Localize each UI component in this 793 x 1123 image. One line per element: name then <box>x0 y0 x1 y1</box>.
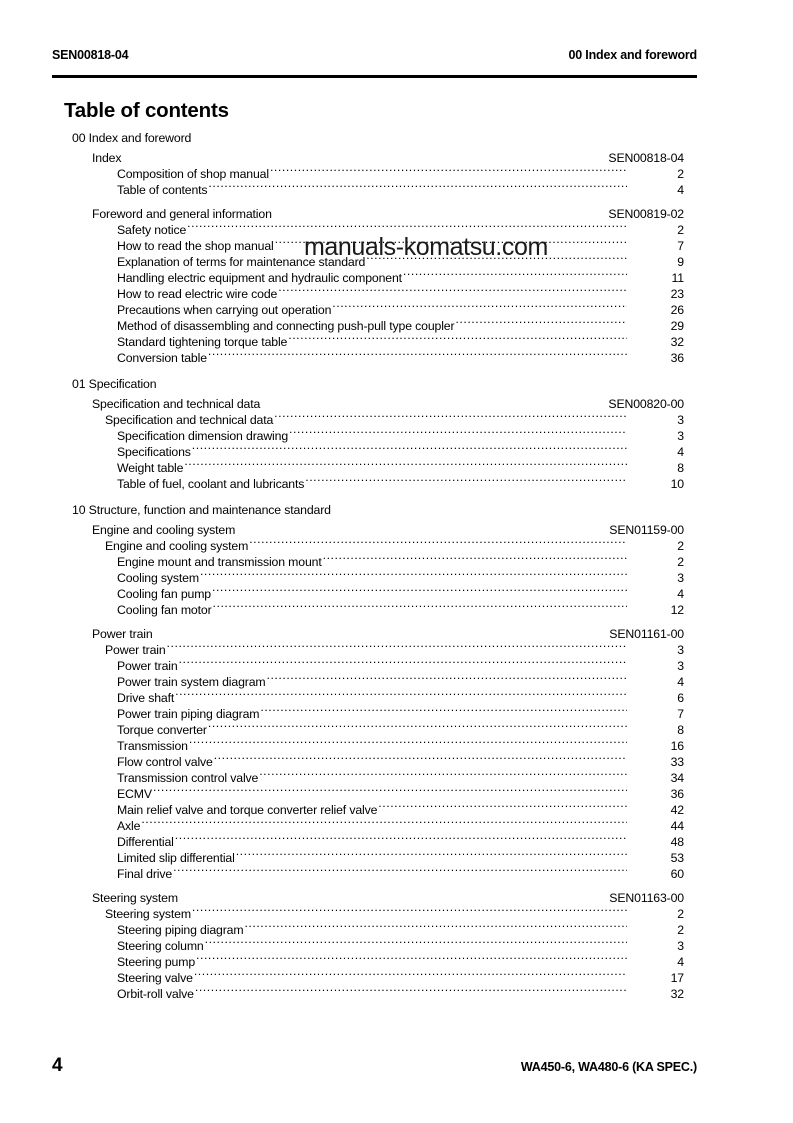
toc-entry-label: Orbit-roll valve <box>117 987 194 1001</box>
dot-leader <box>122 146 607 162</box>
toc-entry[interactable] <box>0 566 793 585</box>
dot-leader <box>274 408 627 424</box>
toc-entry-label: Power train system diagram <box>117 675 266 689</box>
toc-entry[interactable] <box>0 766 793 785</box>
toc-entry-page-number: 6 <box>677 691 684 705</box>
toc-document-heading[interactable] <box>0 886 793 905</box>
toc-sen-code: SEN01163-00 <box>609 891 684 905</box>
toc-entry-page-number: 17 <box>670 971 684 985</box>
toc-entry[interactable] <box>0 902 793 921</box>
toc-entry-page-number: 7 <box>677 239 684 253</box>
toc-entry-label: Composition of shop manual <box>117 167 269 181</box>
toc-section-heading: 10 Structure, function and maintenance standard <box>72 503 331 517</box>
toc-section-group <box>0 502 793 1001</box>
toc-entry[interactable] <box>0 178 793 197</box>
toc-entry-page-number: 3 <box>677 571 684 585</box>
toc-entry-label: Table of contents <box>117 183 208 197</box>
toc-entry[interactable] <box>0 830 793 849</box>
toc-entry-label: Main relief valve and torque converter relief valve <box>117 803 378 817</box>
toc-entry[interactable] <box>0 702 793 721</box>
toc-entry-label: Engine mount and transmission mount <box>117 555 322 569</box>
dot-leader <box>249 534 627 550</box>
toc-entry-page-number: 10 <box>670 477 684 491</box>
toc-document-title: Steering system <box>92 891 178 905</box>
toc-entry-page-number: 2 <box>677 167 684 181</box>
dot-leader <box>200 566 627 582</box>
toc-entry-label: Steering system <box>105 907 191 921</box>
toc-sen-code: SEN00818-04 <box>608 151 684 165</box>
toc-entry[interactable] <box>0 798 793 817</box>
dot-leader <box>175 686 627 702</box>
toc-entry[interactable] <box>0 472 793 491</box>
toc-entry-label: Power train <box>105 643 166 657</box>
toc-entry-label: Weight table <box>117 461 184 475</box>
toc-entry-page-number: 3 <box>677 413 684 427</box>
dot-leader <box>270 162 627 178</box>
dot-leader <box>332 298 627 314</box>
dot-leader <box>212 582 627 598</box>
toc-entry-page-number: 32 <box>670 335 684 349</box>
toc-entry-label: Torque converter <box>117 723 207 737</box>
toc-entry-page-number: 23 <box>670 287 684 301</box>
dot-leader <box>205 934 627 950</box>
page-footer <box>52 1055 697 1077</box>
dot-leader <box>192 440 627 456</box>
toc-entry-page-number: 4 <box>677 445 684 459</box>
toc-entry-label: Specification and technical data <box>105 413 274 427</box>
toc-entry[interactable] <box>0 456 793 475</box>
toc-entry-page-number: 26 <box>670 303 684 317</box>
toc-entry-label: Specification dimension drawing <box>117 429 289 443</box>
toc-entry[interactable] <box>0 550 793 569</box>
dot-leader <box>153 782 627 798</box>
toc-entry-page-number: 4 <box>677 675 684 689</box>
toc-entry[interactable] <box>0 718 793 737</box>
toc-entry[interactable] <box>0 218 793 237</box>
toc-entry-page-number: 33 <box>670 755 684 769</box>
page-header <box>52 48 697 62</box>
toc-entry-label: Steering valve <box>117 971 193 985</box>
toc-entry[interactable] <box>0 814 793 833</box>
toc-entry-label: Transmission control valve <box>117 771 259 785</box>
toc-document-heading[interactable] <box>0 392 793 411</box>
dot-leader <box>236 518 608 534</box>
toc-entry[interactable] <box>0 582 793 601</box>
toc-entry-label: Standard tightening torque table <box>117 335 288 349</box>
toc-entry-label: Handling electric equipment and hydraulic component <box>117 271 402 285</box>
toc-entry-page-number: 48 <box>670 835 684 849</box>
toc-entry-label: Flow control valve <box>117 755 213 769</box>
toc-entry[interactable] <box>0 734 793 753</box>
footer-model-name: WA450-6, WA480-6 (KA SPEC.) <box>520 1060 697 1074</box>
dot-leader <box>213 598 627 614</box>
toc-sen-code: SEN00820-00 <box>608 397 684 411</box>
dot-leader <box>305 472 627 488</box>
dot-leader <box>189 734 627 750</box>
toc-entry[interactable] <box>0 330 793 349</box>
toc-entry[interactable] <box>0 686 793 705</box>
toc-entry-page-number: 11 <box>671 271 684 285</box>
dot-leader <box>141 814 627 830</box>
toc-entry-label: Cooling fan pump <box>117 587 211 601</box>
toc-entry[interactable] <box>0 654 793 673</box>
toc-entry-label: Cooling system <box>117 571 199 585</box>
dot-leader <box>179 654 627 670</box>
toc-entry-label: Final drive <box>117 867 173 881</box>
toc-entry[interactable] <box>0 408 793 427</box>
toc-entry[interactable] <box>0 950 793 969</box>
toc-entry[interactable] <box>0 314 793 333</box>
dot-leader <box>288 330 627 346</box>
toc-entry-label: Specifications <box>117 445 191 459</box>
toc-entry-page-number: 2 <box>677 539 684 553</box>
toc-document-heading[interactable] <box>0 146 793 165</box>
dot-leader <box>179 886 608 902</box>
dot-leader <box>323 550 627 566</box>
dot-leader <box>175 830 627 846</box>
dot-leader <box>273 202 608 218</box>
toc-entry-label: Differential <box>117 835 174 849</box>
dot-leader <box>195 982 627 998</box>
page-title: Table of contents <box>64 99 229 122</box>
toc-entry-page-number: 12 <box>670 603 684 617</box>
header-document-code: SEN00818-04 <box>52 48 129 62</box>
dot-leader <box>244 918 627 934</box>
dot-leader <box>267 670 628 686</box>
toc-entry-label: Safety notice <box>117 223 187 237</box>
toc-entry-label: Limited slip differential <box>117 851 235 865</box>
toc-entry-label: Drive shaft <box>117 691 175 705</box>
dot-leader <box>184 456 627 472</box>
toc-section-heading: 00 Index and foreword <box>72 131 192 145</box>
toc-entry[interactable] <box>0 670 793 689</box>
toc-entry-page-number: 2 <box>677 555 684 569</box>
toc-entry-label: Conversion table <box>117 351 207 365</box>
toc-entry-page-number: 9 <box>677 255 684 269</box>
toc-section-heading: 01 Specification <box>72 377 157 391</box>
toc-sen-code: SEN01159-00 <box>609 523 684 537</box>
dot-leader <box>208 346 627 362</box>
header-section-title: 00 Index and foreword <box>568 48 697 62</box>
footer-page-number: 4 <box>52 1055 63 1076</box>
toc-entry-page-number: 34 <box>670 771 684 785</box>
toc-entry[interactable] <box>0 266 793 285</box>
toc-section-group <box>0 376 793 491</box>
toc-entry[interactable] <box>0 966 793 985</box>
dot-leader <box>278 282 627 298</box>
toc-entry-page-number: 44 <box>670 819 684 833</box>
dot-leader <box>455 314 627 330</box>
toc-sen-code: SEN00819-02 <box>608 207 684 221</box>
toc-entry-page-number: 16 <box>670 739 684 753</box>
toc-entry-label: Power train <box>117 659 178 673</box>
toc-entry-page-number: 4 <box>677 587 684 601</box>
toc-entry-page-number: 3 <box>677 939 684 953</box>
toc-entry-page-number: 60 <box>670 867 684 881</box>
toc-entry-page-number: 2 <box>677 923 684 937</box>
toc-document-title: Power train <box>92 627 153 641</box>
toc-entry-page-number: 2 <box>677 223 684 237</box>
toc-entry-label: How to read electric wire code <box>117 287 278 301</box>
toc-sen-code: SEN01161-00 <box>609 627 684 641</box>
dot-leader <box>187 218 627 234</box>
toc-entry-label: Steering piping diagram <box>117 923 244 937</box>
toc-entry[interactable] <box>0 162 793 181</box>
toc-entry-page-number: 42 <box>670 803 684 817</box>
toc-entry-label: ECMV <box>117 787 152 801</box>
toc-entry[interactable] <box>0 346 793 365</box>
dot-leader <box>196 950 627 966</box>
toc-entry[interactable] <box>0 934 793 953</box>
toc-document-title: Index <box>92 151 122 165</box>
toc-document-heading[interactable] <box>0 518 793 537</box>
toc-entry-page-number: 32 <box>670 987 684 1001</box>
toc-entry-page-number: 4 <box>677 183 684 197</box>
toc-document-heading[interactable] <box>0 202 793 221</box>
toc-document-title: Engine and cooling system <box>92 523 236 537</box>
toc-entry-label: Steering pump <box>117 955 196 969</box>
toc-entry[interactable] <box>0 298 793 317</box>
toc-entry-label: Method of disassembling and connecting push-pull type coupler <box>117 319 455 333</box>
toc-entry-page-number: 7 <box>677 707 684 721</box>
toc-entry-page-number: 2 <box>677 907 684 921</box>
toc-entry-page-number: 3 <box>677 643 684 657</box>
toc-entry-page-number: 4 <box>677 955 684 969</box>
toc-entry[interactable] <box>0 982 793 1001</box>
toc-entry-page-number: 8 <box>677 461 684 475</box>
toc-entry[interactable] <box>0 846 793 865</box>
toc-entry-label: How to read the shop manual <box>117 239 274 253</box>
toc-entry-label: Cooling fan motor <box>117 603 212 617</box>
toc-entry[interactable] <box>0 862 793 881</box>
toc-entry[interactable] <box>0 440 793 459</box>
toc-entry-page-number: 53 <box>670 851 684 865</box>
toc-entry-label: Engine and cooling system <box>105 539 249 553</box>
dot-leader <box>236 846 627 862</box>
dot-leader <box>403 266 627 282</box>
toc-entry-page-number: 3 <box>677 659 684 673</box>
toc-entry-page-number: 36 <box>670 351 684 365</box>
toc-entry-page-number: 36 <box>670 787 684 801</box>
toc-entry-label: Axle <box>117 819 141 833</box>
dot-leader <box>173 862 627 878</box>
toc-entry-page-number: 3 <box>677 429 684 443</box>
dot-leader <box>208 718 627 734</box>
dot-leader <box>154 622 609 638</box>
toc-entry-label: Power train piping diagram <box>117 707 260 721</box>
dot-leader <box>194 966 627 982</box>
toc-document-heading[interactable] <box>0 622 793 641</box>
toc-entry[interactable] <box>0 782 793 801</box>
toc-entry-page-number: 29 <box>670 319 684 333</box>
dot-leader <box>260 702 627 718</box>
toc-entry[interactable] <box>0 918 793 937</box>
dot-leader <box>261 392 607 408</box>
toc-entry-label: Transmission <box>117 739 188 753</box>
toc-entry-label: Precautions when carrying out operation <box>117 303 332 317</box>
toc-entry-label: Steering column <box>117 939 204 953</box>
toc-entry[interactable] <box>0 282 793 301</box>
dot-leader <box>259 766 627 782</box>
dot-leader <box>214 750 627 766</box>
toc-entry[interactable] <box>0 534 793 553</box>
watermark-text: manuals-komatsu.com <box>304 233 548 261</box>
dot-leader <box>167 638 627 654</box>
dot-leader <box>289 424 627 440</box>
header-divider <box>52 75 697 78</box>
dot-leader <box>378 798 627 814</box>
toc-document-title: Specification and technical data <box>92 397 261 411</box>
dot-leader <box>192 902 627 918</box>
toc-entry[interactable] <box>0 598 793 617</box>
dot-leader <box>208 178 627 194</box>
toc-entry-page-number: 8 <box>677 723 684 737</box>
toc-entry[interactable] <box>0 424 793 443</box>
toc-entry[interactable] <box>0 638 793 657</box>
toc-document-title: Foreword and general information <box>92 207 272 221</box>
toc-entry-label: Table of fuel, coolant and lubricants <box>117 477 305 491</box>
toc-entry[interactable] <box>0 750 793 769</box>
toc-entry-label: Explanation of terms for maintenance standard <box>117 255 366 269</box>
